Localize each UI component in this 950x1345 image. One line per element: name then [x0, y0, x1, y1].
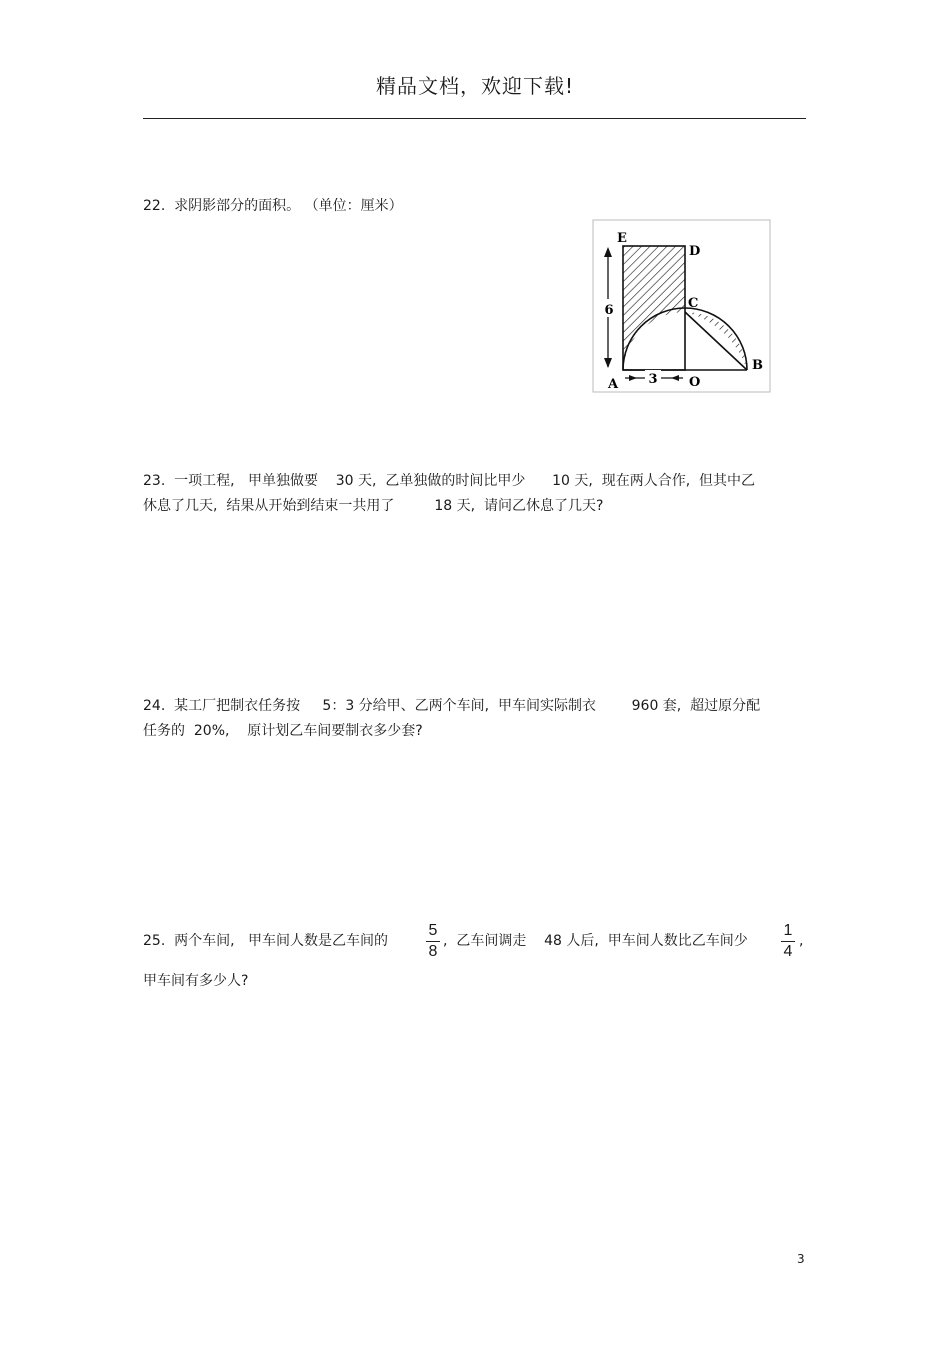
question-25-part-1: 25. 两个车间, 甲车间人数是乙车间的 — [143, 933, 388, 949]
point-label-e: E — [617, 231, 627, 246]
arrow-left-icon — [671, 375, 679, 381]
fraction-one-quarter — [780, 923, 796, 960]
question-24-line-2: 任务的 20%, 原计划乙车间要制衣多少套? — [143, 723, 423, 739]
arrow-up-icon — [604, 247, 612, 257]
fraction-denominator: 8 — [428, 943, 438, 960]
point-label-b: B — [752, 358, 763, 373]
fraction-numerator: 1 — [783, 922, 793, 939]
question-25-part-2: , 乙车间调走 48 人后, 甲车间人数比乙车间少 — [443, 933, 748, 949]
page-header-title: 精品文档，欢迎下载! — [375, 74, 575, 98]
question-23-line-1: 23. 一项工程, 甲单独做要 30 天, 乙单独做的时间比甲少 10 天, 现在两人合作, 但其中乙 — [143, 473, 756, 489]
fraction-five-eighths — [425, 923, 441, 960]
fraction-numerator: 5 — [428, 922, 438, 939]
question-23-line-2: 休息了几天, 结果从开始到结束一共用了 18 天, 请问乙休息了几天? — [143, 498, 604, 514]
question-22-text: 22. 求阴影部分的面积。 （单位：厘米） — [143, 198, 403, 214]
point-label-d: D — [689, 244, 701, 259]
fraction-bar — [781, 941, 795, 942]
height-label: 6 — [604, 303, 614, 318]
page-number: 3 — [797, 1252, 805, 1266]
question-25-line-2: 甲车间有多少人? — [143, 973, 249, 989]
question-25-part-3: , — [799, 933, 804, 949]
header-divider — [143, 118, 806, 119]
arrow-down-icon — [604, 358, 612, 368]
point-label-o: O — [689, 375, 701, 390]
q22-geometry-figure — [592, 219, 772, 394]
arrow-right-icon — [629, 375, 637, 381]
question-24-line-1: 24. 某工厂把制衣任务按 5：3 分给甲、乙两个车间, 甲车间实际制衣 960 套, 超过原分配 — [143, 698, 761, 714]
fraction-denominator: 4 — [783, 943, 793, 960]
width-label: 3 — [648, 372, 658, 387]
point-label-c: C — [688, 296, 699, 311]
fraction-bar — [426, 941, 440, 942]
point-label-a: A — [608, 377, 619, 392]
